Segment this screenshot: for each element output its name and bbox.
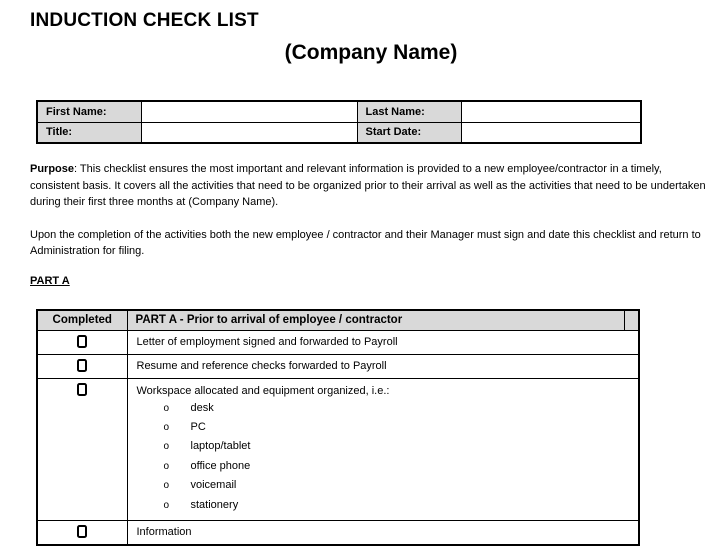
checklist-item [127, 378, 639, 520]
bullet-text: laptop/tablet [190, 440, 251, 453]
table-row [37, 101, 641, 122]
part-a-checklist-table [36, 309, 640, 546]
checklist-row [37, 354, 639, 378]
checklist-row [37, 378, 639, 520]
checkbox-icon[interactable] [77, 335, 87, 348]
bullet-text: office phone [190, 459, 251, 472]
document-page [0, 10, 718, 538]
completed-cell [37, 354, 127, 378]
bullet-text: PC [190, 420, 206, 433]
checklist-item: Information [127, 520, 639, 545]
start-date-label: Start Date: [357, 122, 461, 143]
bullet-marker: o [163, 421, 170, 433]
bullet-text: desk [190, 401, 214, 414]
company-name-heading: (Company Name) [284, 40, 458, 64]
checklist-item-text: Workspace allocated and equipment organized, i.e.: [136, 384, 390, 397]
checkbox-icon[interactable] [77, 383, 87, 396]
bullet-marker: o [163, 460, 170, 472]
last-name-field[interactable] [461, 101, 641, 122]
completed-column-header: Completed [37, 310, 127, 331]
purpose-label: Purpose [30, 163, 75, 176]
checklist-row [37, 330, 639, 354]
first-name-field[interactable] [141, 101, 357, 122]
list-item [164, 399, 631, 418]
completed-cell [37, 520, 127, 545]
purpose-text: : This checklist ensures the most important and relevant information is provided to a new employee/contractor in a timely, consistent basis. It covers all the activities that need to be organized prior to their arrival as well as the activities that need to be undertaken during their first three months at (Company Name). [30, 163, 706, 209]
header-spacer-cell [624, 310, 639, 331]
last-name-label: Last Name: [357, 101, 461, 122]
checklist-header-row [37, 310, 639, 331]
title-label: Title: [37, 122, 141, 143]
purpose-paragraph [30, 161, 712, 211]
list-item [164, 457, 631, 476]
bullet-marker: o [163, 441, 170, 453]
page-title: INDUCTION CHECK LIST [30, 10, 259, 31]
bullet-marker: o [163, 480, 170, 492]
completed-cell [37, 378, 127, 520]
checklist-item: Resume and reference checks forwarded to Payroll [127, 354, 639, 378]
employee-info-table [36, 100, 642, 144]
title-field[interactable] [141, 122, 357, 143]
table-row [37, 122, 641, 143]
checkbox-icon[interactable] [77, 525, 87, 538]
checklist-row [37, 520, 639, 545]
bullet-marker: o [163, 402, 170, 414]
bullet-marker: o [163, 499, 170, 511]
first-name-label: First Name: [37, 101, 141, 122]
checkbox-icon[interactable] [77, 359, 87, 372]
checklist-item: Letter of employment signed and forwarded to Payroll [127, 330, 639, 354]
bullet-text: stationery [190, 498, 239, 511]
list-item [164, 496, 631, 515]
list-item [164, 418, 631, 437]
completion-paragraph: Upon the completion of the activities both the new employee / contractor and their Manager must sign and date this checklist and return to Administration for filing. [30, 228, 701, 258]
part-a-column-header: PART A - Prior to arrival of employee / contractor [127, 310, 624, 331]
bullet-text: voicemail [190, 479, 237, 492]
list-item [164, 476, 631, 495]
list-item [164, 437, 631, 456]
completed-cell [37, 330, 127, 354]
start-date-field[interactable] [461, 122, 641, 143]
part-a-heading: PART A [30, 274, 70, 287]
